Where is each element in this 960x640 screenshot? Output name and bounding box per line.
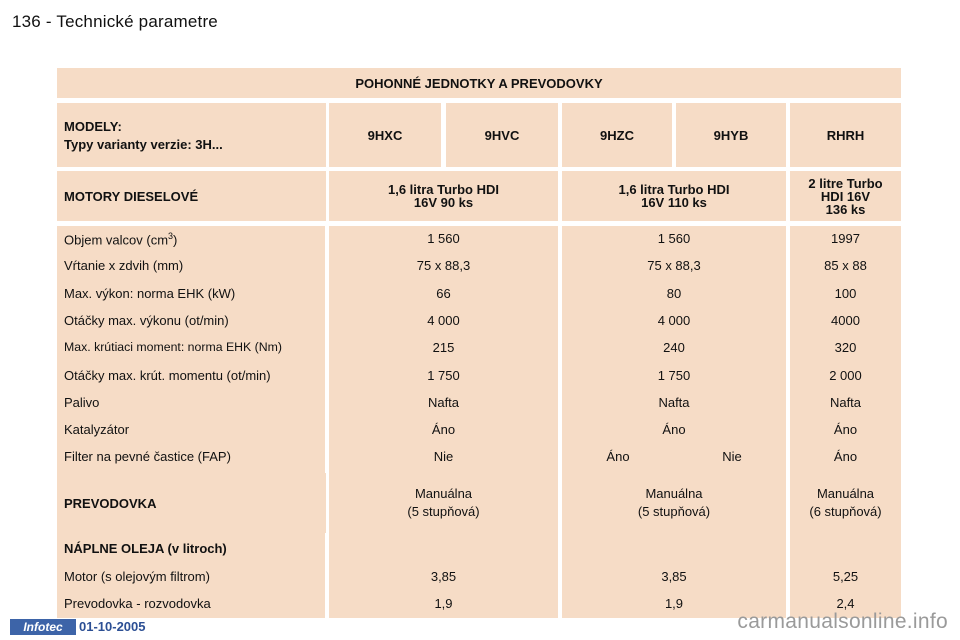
gearbox-line: Manuálna bbox=[414, 486, 473, 501]
engine-line: 1,6 litra Turbo HDI bbox=[388, 182, 499, 197]
spec-value: 320 bbox=[834, 340, 857, 356]
gearbox-line: (5 stupňová) bbox=[407, 504, 480, 519]
gearbox-line: (6 stupňová) bbox=[809, 504, 882, 519]
spec-value: Áno bbox=[431, 422, 456, 438]
spec-value: 2 000 bbox=[829, 367, 862, 383]
models-label bbox=[57, 103, 326, 167]
spec-row-label-text: Katalyzátor bbox=[64, 422, 130, 438]
spec-value: 75 x 88,3 bbox=[416, 258, 471, 274]
infotec-logo: Infotec bbox=[10, 619, 76, 635]
engine-cell bbox=[329, 171, 558, 221]
gearbox-line: Manuálna bbox=[645, 486, 703, 501]
spec-row-label bbox=[64, 422, 129, 437]
engine-line: 16V 90 ks bbox=[413, 195, 474, 210]
spec-value: 1 560 bbox=[427, 231, 460, 246]
gearbox-line: Manuálna bbox=[816, 486, 875, 501]
oil-row-label: Prevodovka - rozvodovka bbox=[64, 596, 211, 611]
spec-row-label-text: Max. výkon: norma EHK (kW) bbox=[64, 285, 236, 301]
engines-label: MOTORY DIESELOVÉ bbox=[57, 171, 326, 221]
engine-line: HDI 16V bbox=[820, 188, 871, 204]
spec-value: 80 bbox=[666, 285, 682, 301]
spec-value: 4000 bbox=[831, 312, 860, 328]
spec-row-label-text: Otáčky max. výkonu (ot/min) bbox=[64, 312, 229, 328]
oil-label: NÁPLNE OLEJA (v litroch) bbox=[64, 541, 227, 556]
models-label-line1: MODELY: bbox=[64, 118, 122, 134]
gearbox-label: PREVODOVKA bbox=[57, 473, 326, 533]
page-title: 136 - Technické parametre bbox=[12, 12, 218, 31]
spec-value: 100 bbox=[834, 285, 857, 301]
spec-row-label-end: ) bbox=[173, 232, 178, 248]
spec-row-label-sup: 3 bbox=[168, 231, 174, 241]
spec-row-label bbox=[64, 313, 229, 328]
spec-value: Nie bbox=[722, 449, 742, 465]
spec-row-label bbox=[64, 368, 271, 383]
model-cell: 9HXC bbox=[329, 103, 441, 167]
oil-row-label: Motor (s olejovým filtrom) bbox=[64, 569, 210, 584]
spec-value: Áno bbox=[833, 449, 858, 465]
spec-row-label-text: Vŕtanie x zdvih (mm) bbox=[64, 258, 184, 274]
model-cell: 9HZC bbox=[562, 103, 672, 167]
spec-value: 75 x 88,3 bbox=[647, 258, 701, 274]
spec-value: 1997 bbox=[831, 231, 860, 246]
spec-value: 1 750 bbox=[427, 367, 460, 383]
spec-row-label bbox=[64, 231, 177, 247]
spec-value: Nie bbox=[433, 449, 454, 465]
spec-value: Nafta bbox=[829, 394, 862, 410]
model-cell: 9HYB bbox=[676, 103, 786, 167]
gearbox-cell bbox=[790, 473, 901, 533]
engine-line: 1,6 litra Turbo HDI bbox=[618, 182, 730, 197]
oil-value: 5,25 bbox=[832, 569, 859, 584]
spec-row-label-text: Max. krútiaci moment: norma EHK (Nm) bbox=[64, 340, 282, 355]
model-cell: RHRH bbox=[790, 103, 901, 167]
engine-line: 16V 110 ks bbox=[641, 195, 707, 210]
gearbox-line: (5 stupňová) bbox=[637, 504, 711, 519]
spec-value: Nafta bbox=[658, 394, 690, 410]
oil-value: 1,9 bbox=[434, 596, 453, 611]
spec-value: 66 bbox=[436, 285, 451, 301]
engine-line: 2 litre Turbo bbox=[808, 175, 883, 191]
oil-value: 1,9 bbox=[664, 596, 684, 611]
engine-cell bbox=[790, 171, 901, 221]
spec-value: 4 000 bbox=[427, 312, 460, 328]
model-cell: 9HVC bbox=[446, 103, 558, 167]
spec-row-label bbox=[64, 395, 99, 410]
spec-row-label bbox=[64, 286, 235, 301]
spec-value: 1 560 bbox=[657, 231, 691, 246]
oil-value: 2,4 bbox=[836, 596, 855, 611]
engine-line: 136 ks bbox=[825, 201, 866, 217]
spec-value: 240 bbox=[663, 340, 685, 356]
spec-value: Nafta bbox=[427, 394, 460, 410]
spec-value: Áno bbox=[606, 449, 630, 465]
spec-value: 1 750 bbox=[657, 367, 691, 383]
spec-row-label-text: Objem valcov (cm bbox=[64, 232, 169, 248]
spec-row-label bbox=[64, 340, 282, 354]
spec-value: 85 x 88 bbox=[824, 258, 867, 274]
spec-row-label: Filter na pevné častice (FAP) bbox=[64, 449, 231, 465]
spec-row-label bbox=[64, 258, 183, 273]
gearbox-cell bbox=[562, 473, 786, 533]
models-label-line2: Typy varianty verzie: 3H... bbox=[64, 136, 223, 152]
oil-value: 3,85 bbox=[430, 569, 457, 584]
spec-value: Áno bbox=[833, 422, 858, 438]
table-title: POHONNÉ JEDNOTKY A PREVODOVKY bbox=[57, 68, 901, 98]
spec-value: 4 000 bbox=[657, 312, 691, 328]
watermark: carmanualsonline.info bbox=[737, 610, 948, 633]
spec-row-label-text: Palivo bbox=[64, 394, 100, 410]
gearbox-cell bbox=[329, 473, 558, 533]
footer-date: 01-10-2005 bbox=[79, 619, 146, 634]
spec-value: Áno bbox=[662, 422, 686, 438]
oil-value: 3,85 bbox=[661, 569, 687, 584]
spec-value: 215 bbox=[432, 340, 455, 356]
spec-row-label-text: Otáčky max. krút. momentu (ot/min) bbox=[64, 367, 271, 383]
engine-cell bbox=[562, 171, 786, 221]
